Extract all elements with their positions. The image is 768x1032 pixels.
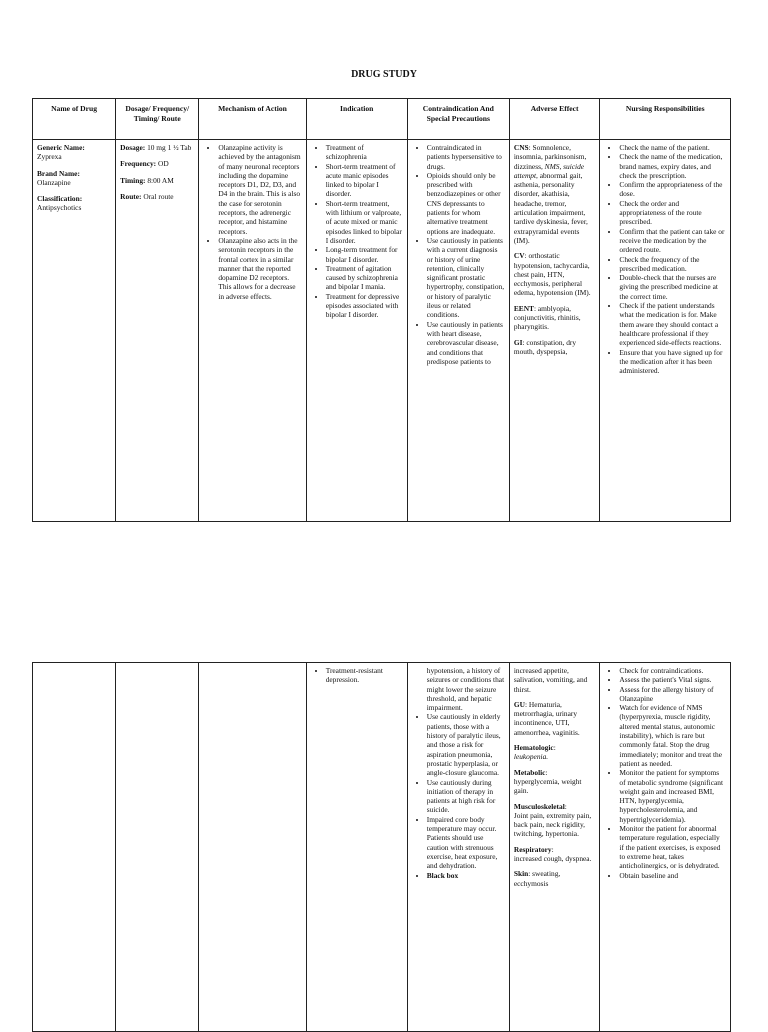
drug-study-table-page-2 <box>32 662 731 1032</box>
list-item: • Treatment for depressive episodes associated with bipolar I disorder. <box>326 292 403 320</box>
metabolic-colon: : <box>545 767 548 777</box>
list-item: • Olanzapine activity is achieved by the antagonism of many neuronal receptors including the dopamine receptors D1, D2, D3, and D4 in the brain. This is also the case for serotonin receptors, the adrenergic receptor, and histamine receptors. <box>218 143 301 236</box>
gi-label: GI <box>513 337 523 347</box>
skin-label: Skin <box>513 869 529 879</box>
list-item: • Long-term treatment for bipolar I disorder. <box>326 245 403 264</box>
cns-italic-nms: NMS <box>544 161 560 171</box>
hematologic-text: leukopenia. <box>513 752 549 762</box>
brand-name-label: Brand Name: <box>37 168 80 178</box>
metabolic-text: hyperglycemia, weight gain. <box>513 776 582 796</box>
name-of-drug-cell <box>33 140 116 522</box>
dosage-cell <box>116 140 199 522</box>
musculoskeletal-label: Musculoskeletal <box>513 801 565 811</box>
respiratory-text: increased cough, dyspnea. <box>513 854 592 864</box>
list-item: • Check the order and appropriateness of the route prescribed. <box>619 199 726 227</box>
table-row <box>33 140 731 522</box>
contraindication-cell <box>407 140 509 522</box>
header-adverse-effect: Adverse Effect <box>509 99 600 140</box>
name-of-drug-cell-empty <box>33 663 116 1032</box>
classification-value: Antipsychotics <box>37 203 82 213</box>
musculoskeletal-text: Joint pain, extremity pain, back pain, neck rigidity, twitching, hypertonia. <box>513 810 592 839</box>
table-header-row <box>33 99 731 140</box>
list-item: • Impaired core body temperature may occur. Patients should use caution with strenuous exercise, heat exposure, and dehydration. <box>427 815 505 871</box>
list-item: • Use cautiously in elderly patients, those with a history of paralytic ileus, and those a risk for aspiration pneumonia, prostatic hyperplasia, or angle-closure glaucoma. <box>427 712 505 777</box>
nursing-cell <box>600 140 731 522</box>
list-item: • Check if the patient understands what the medication is for. Make them aware they should contact a healthcare professional if they experienced side-effects reactions. <box>619 301 726 347</box>
list-item: • Check the name of the patient. <box>619 143 726 152</box>
header-contraindication: Contraindication And Special Precautions <box>407 99 509 140</box>
list-item: • Assess the patient's Vital signs. <box>619 675 726 684</box>
mechanism-cell <box>199 140 306 522</box>
list-item: • Monitor the patient for abnormal temperature regulation, especially if the patient exercises, is exposed to extreme heat, takes anticholinergics, or is dehydrated. <box>619 824 726 870</box>
nursing-cell <box>600 663 731 1032</box>
list-item <box>427 871 505 880</box>
header-mechanism: Mechanism of Action <box>199 99 306 140</box>
cns-label: CNS <box>513 143 529 152</box>
respiratory-label: Respiratory <box>513 844 552 854</box>
contraindication-cell <box>407 663 509 1032</box>
list-item: • Check for contraindications. <box>619 666 726 675</box>
generic-name-label: Generic Name: <box>37 143 85 152</box>
list-item: • Double-check that the nurses are giving the prescribed medicine at the correct time. <box>619 273 726 301</box>
hematologic-label: Hematologic <box>513 743 554 753</box>
cv-text: : orthostatic hypotension, tachycardia, chest pain, HTN, ecchymosis, peripheral edema, hypotension (IM). <box>513 251 591 298</box>
indication-cell <box>306 140 407 522</box>
gi-text: : constipation, dry mouth, dyspepsia, <box>513 337 577 356</box>
dosage-cell-empty <box>116 663 199 1032</box>
list-item: • Use cautiously in patients with heart disease, cerebrovascular disease, and conditions that predispose patients to <box>427 320 505 366</box>
timing-value: 8:00 AM <box>147 175 174 185</box>
list-item: • Treatment-resistant depression. <box>326 666 403 685</box>
list-item: • Watch for evidence of NMS (hyperpyrexia, muscle rigidity, altered mental status, autonomic instability), which is rare but commonly fatal. Stop the drug immediately; monitor and treat the patient as needed. <box>619 703 726 768</box>
header-dosage: Dosage/ Frequency/ Timing/ Route <box>116 99 199 140</box>
route-label: Route: <box>120 191 142 201</box>
list-item: • Opioids should only be prescribed with benzodiazepines or other CNS depressants to patients for whom alternative treatment options are inadequate. <box>427 171 505 236</box>
metabolic-label: Metabolic <box>513 767 546 777</box>
mechanism-cell-empty <box>199 663 306 1032</box>
list-item: • Obtain baseline and <box>619 871 726 880</box>
adverse-effect-cell <box>509 663 600 1032</box>
list-item: • Confirm the appropriateness of the dose. <box>619 180 726 199</box>
black-box-label: Black box <box>426 870 459 880</box>
list-item: • Check the name of the medication, brand names, expiry dates, and check the prescription. <box>619 152 726 180</box>
list-item: • Olanzapine also acts in the serotonin receptors in the frontal cortex in a similar manner that the reported dopamine D2 receptors. This allows for a decrease in adverse effects. <box>218 236 301 301</box>
gi-continued-text: increased appetite, salivation, vomiting, and thirst. <box>513 666 588 694</box>
list-item: • Ensure that you have signed up for the medication after it has been administered. <box>619 348 726 376</box>
list-item: • Use cautiously during initiation of therapy in patients at high risk for suicide. <box>427 778 505 815</box>
page-title: DRUG STUDY <box>351 69 417 80</box>
table-row <box>33 663 731 1032</box>
dosage-label: Dosage: <box>120 143 146 152</box>
list-item: • Short-term treatment, with lithium or valproate, of acute mixed or manic episodes linked to bipolar I disorder. <box>326 199 403 245</box>
cns-separator: , <box>559 161 564 171</box>
list-item: • Treatment of agitation caused by schizophrenia and bipolar I mania. <box>326 264 403 292</box>
header-name-of-drug: Name of Drug <box>33 99 116 140</box>
eent-text: : amblyopia, conjunctivitis, rhinitis, pharyngitis. <box>513 303 581 332</box>
dosage-value: 10 mg 1 ½ Tab <box>147 143 192 152</box>
cns-italic-suicide: suicide attempt <box>513 161 585 180</box>
musculoskeletal-colon: : <box>564 801 567 811</box>
cns-text-rest: , abnormal gait, asthenia, personality disorder, akathisia, headache, tremor, articulation impairment, tardive dyskinesia, fever, extrapyramidal events (IM). <box>513 170 588 245</box>
list-item: • Confirm that the patient can take or receive the medication by the ordered route. <box>619 227 726 255</box>
list-item: • Treatment of schizophrenia <box>326 143 403 162</box>
cv-label: CV <box>513 251 525 261</box>
header-nursing-responsibilities: Nursing Responsibilities <box>600 99 731 140</box>
gu-text: : Hematuria, metrorrhagia, urinary incontinence, UTI, amenorrhea, vaginitis. <box>513 699 580 737</box>
gu-label: GU <box>513 699 525 709</box>
list-item: • Check the frequency of the prescribed medication. <box>619 255 726 274</box>
header-indication: Indication <box>306 99 407 140</box>
list-item: • Contraindicated in patients hypersensitive to drugs. <box>427 143 505 171</box>
drug-study-table-page-1 <box>32 98 731 522</box>
generic-name-value: Zyprexa <box>37 152 62 162</box>
frequency-value: OD <box>158 159 169 169</box>
cns-text: : Somnolence, insomnia, parkinsonism, dizziness, <box>513 143 587 171</box>
frequency-label: Frequency: <box>120 159 157 169</box>
respiratory-colon: : <box>551 844 554 854</box>
route-value: Oral route <box>143 191 174 201</box>
hematologic-colon: : <box>553 743 556 753</box>
eent-label: EENT <box>513 303 534 313</box>
contra-continued-text: hypotension, a history of seizures or conditions that might lower the seizure threshold, and hepatic impairment. <box>426 666 505 713</box>
classification-label: Classification: <box>37 194 83 204</box>
timing-label: Timing: <box>120 175 146 185</box>
indication-cell <box>306 663 407 1032</box>
list-item: • Monitor the patient for symptoms of metabolic syndrome (significant weight gain and increased BMI, HTN, hyperglycemia, hypercholesterolemia, and hypertriglyceridemia). <box>619 768 726 824</box>
brand-name-value: Olanzapine <box>37 177 71 187</box>
skin-text: : sweating, ecchymosis <box>513 869 561 888</box>
list-item: • Short-term treatment of acute manic episodes linked to bipolar I disorder. <box>326 162 403 199</box>
list-item: • Use cautiously in patients with a current diagnosis or history of urine retention, clinically significant prostatic hypertrophy, constipation, or history of paralytic ileus or related conditions. <box>427 236 505 320</box>
adverse-effect-cell <box>509 140 600 522</box>
list-item: • Assess for the allergy history of Olanzapine <box>619 685 726 704</box>
